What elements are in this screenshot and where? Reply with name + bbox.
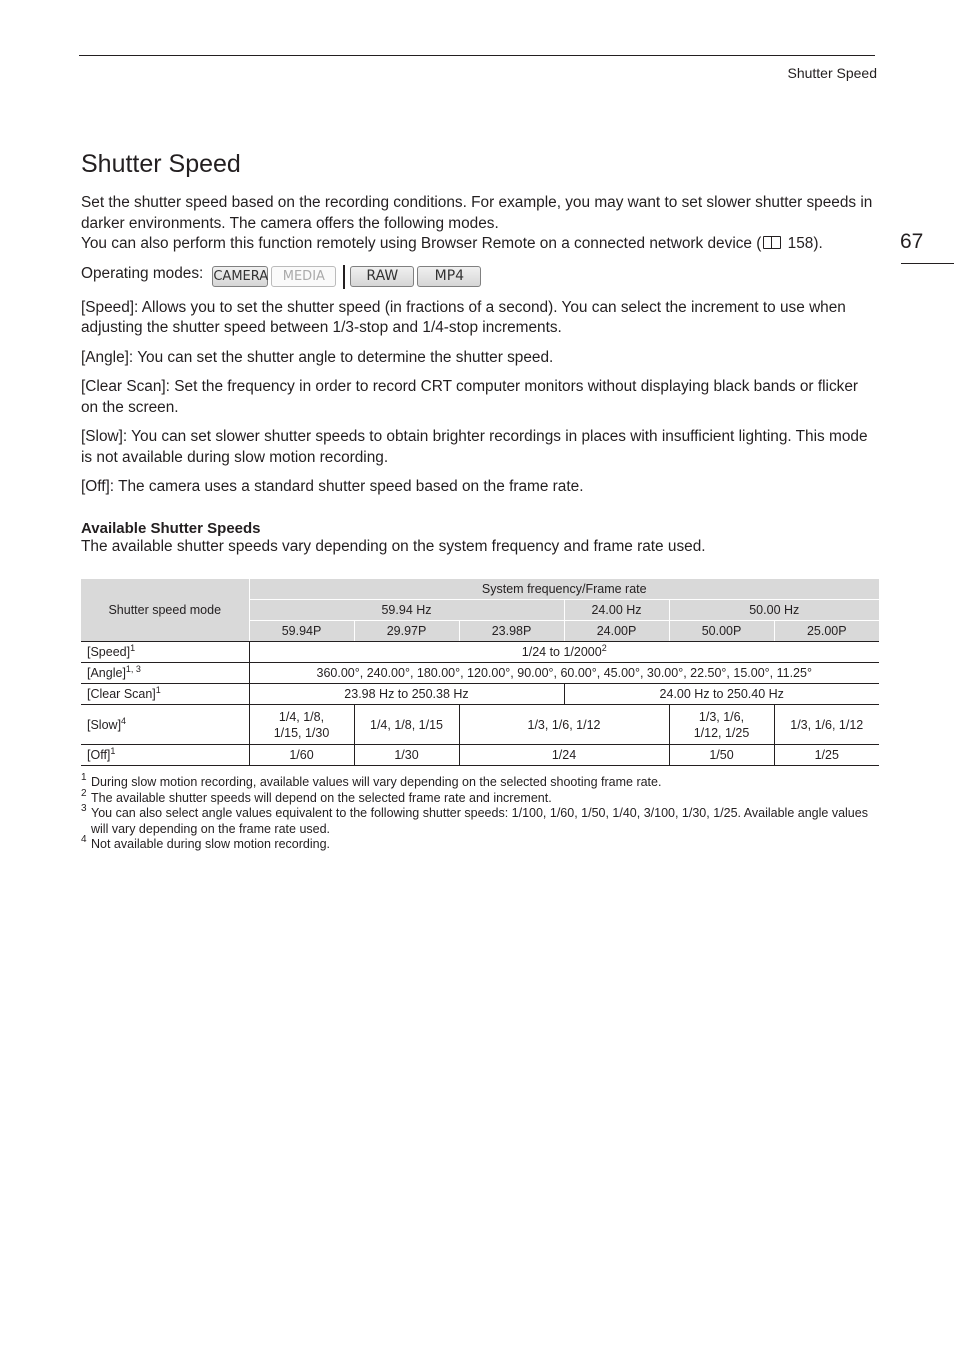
footnote <box>81 787 879 807</box>
frame-rate-header: 24.00P <box>564 621 669 642</box>
frequency-header: 24.00 Hz <box>564 600 669 621</box>
table-cell: 1/30 <box>354 745 459 766</box>
footnote-text: The available shutter speeds will depend on the selected frame rate and increment. <box>91 790 552 805</box>
shutter-speed-table <box>81 579 879 766</box>
frame-rate-header: 25.00P <box>774 621 879 642</box>
main-content <box>81 193 879 556</box>
footnote-number: 1 <box>81 772 87 783</box>
table-row <box>81 663 879 684</box>
section-heading: Available Shutter Speeds <box>81 519 261 537</box>
table-cell: 360.00°, 240.00°, 180.00°, 120.00°, 90.00°, 60.00°, 45.00°, 30.00°, 22.50°, 15.00°, 11.25° <box>249 663 879 684</box>
running-head: Shutter Speed <box>787 65 877 81</box>
clear-scan-mode-description: [Clear Scan]: Set the frequency in order to record CRT computer monitors without displaying black bands or flicker on the screen. <box>81 378 859 416</box>
slow-mode-description: [Slow]: You can set slower shutter speeds to obtain brighter recordings in places with insufficient lighting. This mode is not available during slow motion recording. <box>81 428 868 466</box>
page-number-rule <box>901 263 954 264</box>
table-cell: 23.98 Hz to 250.38 Hz <box>249 684 564 705</box>
footnote <box>81 772 879 791</box>
footnote <box>81 834 879 853</box>
row-label: [Off]$^1$ <box>81 745 249 766</box>
row-label: [Clear Scan]$^1$ <box>81 684 249 705</box>
frame-rate-header: 59.94P <box>249 621 354 642</box>
raw-format-badge: RAW <box>350 266 414 287</box>
operating-modes-label: Operating modes: <box>81 265 204 283</box>
table-cell: 1/24 to 1/2000$^2$ <box>249 642 879 663</box>
table-cell: 1/3, 1/6, 1/12, 1/25 <box>669 705 774 745</box>
book-reference-icon <box>763 236 781 249</box>
intro-line-2-end: ). <box>813 235 823 252</box>
header-rule <box>79 55 875 56</box>
frequency-header: 50.00 Hz <box>669 600 879 621</box>
intro-line-1: Set the shutter speed based on the recording conditions. For example, you may want to set slower shutter speeds in darker environments. The camera offers the following modes. <box>81 194 873 232</box>
page-number: 67 <box>900 230 924 253</box>
system-frequency-header: System frequency/Frame rate <box>249 579 879 600</box>
table-row <box>81 684 879 705</box>
row-label: [Speed]$^1$ <box>81 642 249 663</box>
footnote-number: 2 <box>81 787 87 799</box>
frame-rate-header: 29.97P <box>354 621 459 642</box>
frequency-header: 59.94 Hz <box>249 600 564 621</box>
table-cell: 1/4, 1/8, 1/15 <box>354 705 459 745</box>
footnote-text: During slow motion recording, available values will vary depending on the selected shooting frame rate. <box>91 775 662 789</box>
page-reference: 158 <box>787 235 814 252</box>
table-row <box>81 745 879 766</box>
row-label: [Angle]$^{1, 3}$ <box>81 663 249 684</box>
speed-mode-description: [Speed]: Allows you to set the shutter speed (in fractions of a second). You can select the increment to use when adjusting the shutter speed between 1/3-stop and 1/4-stop increments. <box>81 298 846 336</box>
media-mode-badge: MEDIA <box>271 266 336 287</box>
operating-modes <box>81 265 879 289</box>
row-label: [Slow]$^4$ <box>81 705 249 745</box>
table-row <box>81 642 879 663</box>
camera-mode-badge: CAMERA <box>212 266 268 287</box>
table-cell: 1/50 <box>669 745 774 766</box>
footnote-number: 4 <box>81 834 87 845</box>
intro-paragraph <box>81 193 879 255</box>
mp4-format-badge: MP4 <box>417 266 481 287</box>
table-cell: 1/3, 1/6, 1/12 <box>774 705 879 745</box>
table-cell: 1/3, 1/6, 1/12 <box>459 705 669 745</box>
footnote-text: You can also select angle values equivalent to the following shutter speeds: 1/100, 1/60, 1/50, 1/40, 3/100, 1/30, 1/25. Available angle values will vary depending on the frame rate used. <box>91 806 868 836</box>
table-cell: 1/25 <box>774 745 879 766</box>
mode-separator <box>343 265 345 289</box>
footnote-text: Not available during slow motion recording. <box>91 837 331 851</box>
frame-rate-header: 50.00P <box>669 621 774 642</box>
section-subtitle: The available shutter speeds vary depending on the system frequency and frame rate used. <box>81 537 706 555</box>
page-title: Shutter Speed <box>81 150 241 178</box>
table-cell: 1/24 <box>459 745 669 766</box>
footnote <box>81 803 879 837</box>
off-mode-description: [Off]: The camera uses a standard shutter speed based on the frame rate. <box>81 478 584 495</box>
intro-line-2: You can also perform this function remotely using Browser Remote on a connected network device ( <box>81 235 762 252</box>
table-row <box>81 705 879 745</box>
angle-mode-description: [Angle]: You can set the shutter angle to determine the shutter speed. <box>81 348 554 366</box>
table-cell: 1/4, 1/8, 1/15, 1/30 <box>249 705 354 745</box>
table-cell: 1/60 <box>249 745 354 766</box>
table-cell: 24.00 Hz to 250.40 Hz <box>564 684 879 705</box>
mode-column-header: Shutter speed mode <box>81 579 249 642</box>
frame-rate-header: 23.98P <box>459 621 564 642</box>
footnote-number: 3 <box>81 803 87 814</box>
footnotes <box>81 772 879 853</box>
